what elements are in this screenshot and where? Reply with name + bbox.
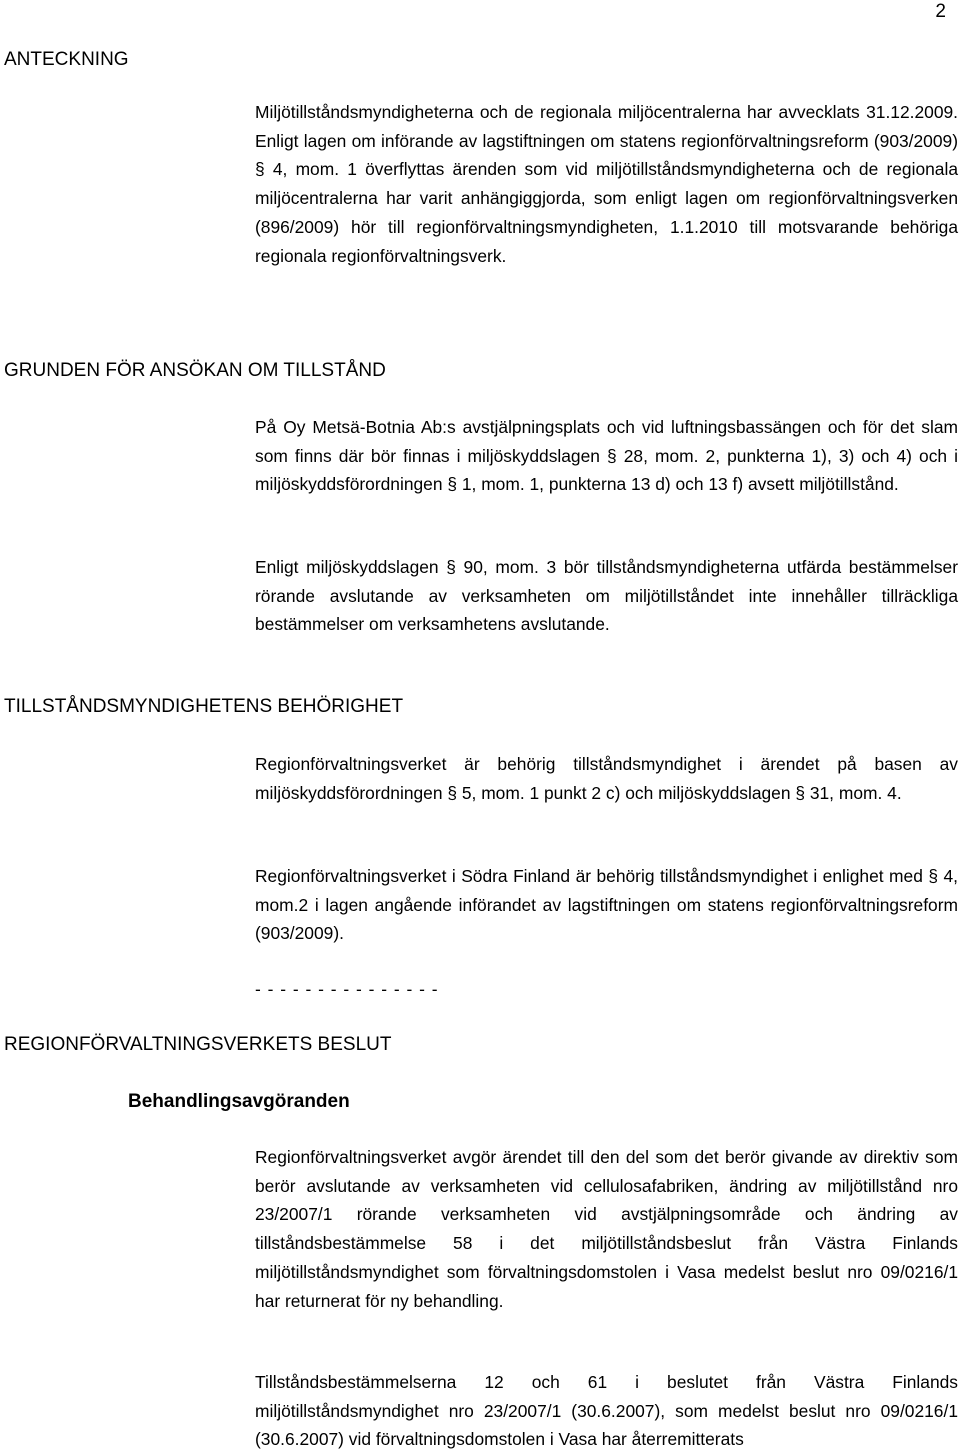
section-heading-anteckning: ANTECKNING (4, 49, 129, 70)
section-heading-behorighet: TILLSTÅNDSMYNDIGHETENS BEHÖRIGHET (4, 696, 404, 717)
paragraph-beslut-2: Tillståndsbestämmelserna 12 och 61 i beslutet från Västra Finlands miljötillståndsmyndighet nro 23/2007/1 (30.6.2007), som medelst beslut nro 09/0216/1 (30.6.2007) vid förvaltningsdomstolen i Vasa har återremitterats (255, 1372, 958, 1450)
paragraph-grunden-1: På Oy Metsä-Botnia Ab:s avstjälpningsplats och vid luftningsbassängen och för det slam som finns där bör finnas i miljöskyddslagen § 28, mom. 2, punkterna 1), 3) och 4) och i miljöskyddsförordningen § 1, mom. 1, punkterna 13 d) och 13 f) avsett miljötillstånd. (255, 417, 958, 495)
paragraph-grunden-2: Enligt miljöskyddslagen § 90, mom. 3 bör tillståndsmyndigheterna utfärda bestämmelser rörande avslutande av verksamheten om miljötillståndet inte innehåller tillräckliga bestämmelser om verksamhetens avslutande. (255, 557, 958, 635)
paragraph-behorighet-1: Regionförvaltningsverket är behörig tillståndsmyndighet i ärendet på basen av miljöskyddsförordningen § 5, mom. 1 punkt 2 c) och miljöskyddslagen § 31, mom. 4. (255, 754, 958, 803)
section-heading-beslut: REGIONFÖRVALTNINGSVERKETS BESLUT (4, 1034, 392, 1055)
paragraph-anteckning-1: Miljötillståndsmyndigheterna och de regionala miljöcentralerna har avvecklats 31.12.2009. Enligt lagen om införande av lagstiftningen om statens regionförvaltningsreform (903/2009) § 4, mom. 1 överflyttas ärenden som vid miljötillståndsmyndigheterna och de regionala miljöcentralerna har varit anhängiggjorda, som enligt lagen om regionförvaltningsverken (896/2009) hör till regionförvaltningsmyndigheten, 1.1.2010 till motsvarande behöriga regionala regionförvaltningsverk. (255, 102, 958, 266)
paragraph-behorighet-2: Regionförvaltningsverket i Södra Finland är behörig tillståndsmyndighet i enlighet med § 4, mom.2 i lagen angående införandet av lagstiftningen om statens regionförvaltningsreform (903/2009). (255, 866, 958, 944)
page-number: 2 (935, 1, 946, 22)
section-heading-grunden: GRUNDEN FÖR ANSÖKAN OM TILLSTÅND (4, 360, 386, 381)
separator-dashes: - - - - - - - - - - - - - - - (255, 979, 439, 999)
subheading-behandlingsavgoranden: Behandlingsavgöranden (128, 1091, 350, 1112)
paragraph-beslut-1: Regionförvaltningsverket avgör ärendet till den del som det berör givande av direktiv som berör avslutande av verksamheten vid cellulosafabriken, ändring av miljötillstånd nro 23/2007/1 rörande verksamheten vid avstjälpningsområde och ändring av tillståndsbestämmelse 58 i det miljötillståndsbeslut från Västra Finlands miljötillståndsmyndighet som förvaltningsdomstolen i Vasa medelst beslut nro 09/0216/1 har returnerat för ny behandling. (255, 1147, 958, 1311)
